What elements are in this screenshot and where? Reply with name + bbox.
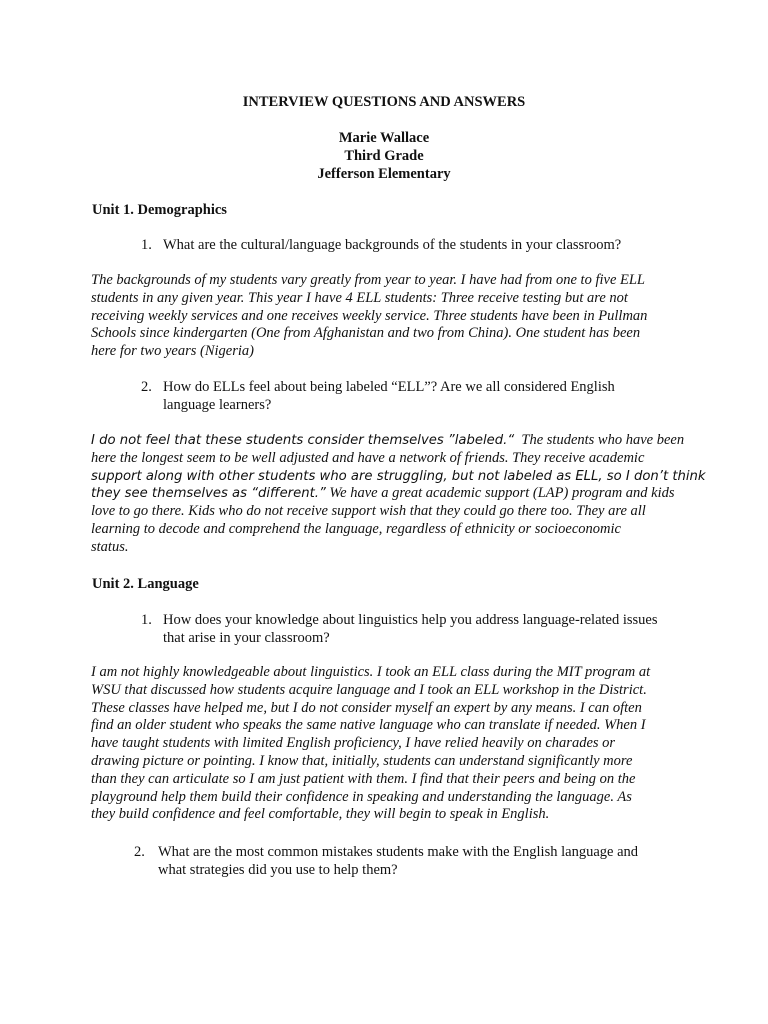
grade-level: Third Grade [344,148,424,164]
unit-1-answer-2 [91,432,706,557]
answer-line: students in any given year. This year I have 4 ELL students: Three receive testing but are not [91,289,628,306]
answer-line: Schools since kindergarten (One from Afghanistan and two from China). One student has been [91,325,641,342]
answer-line: receiving weekly services and one receives weekly service. Three students have been in Pullman [91,307,648,324]
question-line: that arise in your classroom? [163,630,330,646]
unit-2-question-2 [134,843,694,879]
question-text [163,611,658,647]
unit-2-question-1 [141,611,701,647]
answer-line: they build confidence and feel comfortable, they will begin to speak in English. [91,806,550,823]
question-text [158,843,638,879]
unit-1-question-2 [141,378,701,414]
answer-line: The backgrounds of my students vary greatly from year to year. I have had from one to five ELL [91,272,645,288]
document-header [0,129,768,183]
question-line: What are the most common mistakes students make with the English language and [158,844,639,860]
question-number: 2. [134,844,145,860]
unit-2-answer-1 [91,664,691,824]
question-number: 2. [141,379,152,395]
answer-line: playground help them build their confidence in speaking and understanding the language. As [91,788,632,805]
answer-line: I am not highly knowledgeable about linguistics. I took an ELL class during the MIT program at [91,664,651,680]
answer-line: find an older student who speaks the same native language who can translate if needed. When I [91,717,646,734]
teacher-name: Marie Wallace [338,130,430,146]
answer-segment: We have a great academic support (LAP) program and kids [325,485,675,502]
question-line: language learners? [163,397,272,413]
question-text [163,378,615,414]
answer-line: here for two years (Nigeria) [91,343,254,360]
answer-line: than they can articulate so I am just patient with them. I find that their peers and being on the [91,770,636,787]
unit-1-heading: Unit 1. Demographics [92,202,227,218]
answer-line: WSU that discussed how students acquire language and I took an ELL workshop in the District. [91,681,647,698]
unit-1-question-1 [141,236,701,254]
unit-2-heading: Unit 2. Language [92,576,199,592]
answer-line: status. [91,538,129,555]
question-number: 1. [141,237,152,253]
unit-1-answer-1 [91,272,691,361]
question-line: How do ELLs feel about being labeled “ELL”? Are we all considered English [163,379,615,395]
question-line: what strategies did you use to help them? [158,862,398,878]
answer-segment: The students who have been [514,432,685,448]
question-number: 1. [141,612,152,628]
question-text: What are the cultural/language backgrounds of the students in your classroom? [163,237,622,253]
school-name: Jefferson Elementary [317,166,451,182]
answer-line: love to go there. Kids who do not receive support wish that they could go there too. They are all [91,503,646,520]
document-title: INTERVIEW QUESTIONS AND ANSWERS [242,94,526,110]
answer-line [91,432,691,450]
answer-segment: I do not feel that these students consider themselves ”labeled.“ [91,433,515,448]
question-line: How does your knowledge about linguistics help you address language-related issues [163,612,658,628]
answer-line: learning to decode and comprehend the language, regardless of ethnicity or socioeconomic [91,520,621,537]
answer-line: here the longest seem to be well adjusted and have a network of friends. They receive academic [91,449,645,466]
answer-line [91,485,691,503]
answer-segment: they see themselves as “different.” [91,486,326,502]
answer-line: support along with other students who are struggling, but not labeled as ELL, so I don’t think [91,468,706,484]
answer-line: These classes have helped me, but I do not consider myself an expert by any means. I can often [91,699,642,716]
answer-line: drawing picture or pointing. I know that, initially, students can understand significantly more [91,752,633,769]
answer-line: have taught students with limited English proficiency, I have relied heavily on charades or [91,735,616,752]
